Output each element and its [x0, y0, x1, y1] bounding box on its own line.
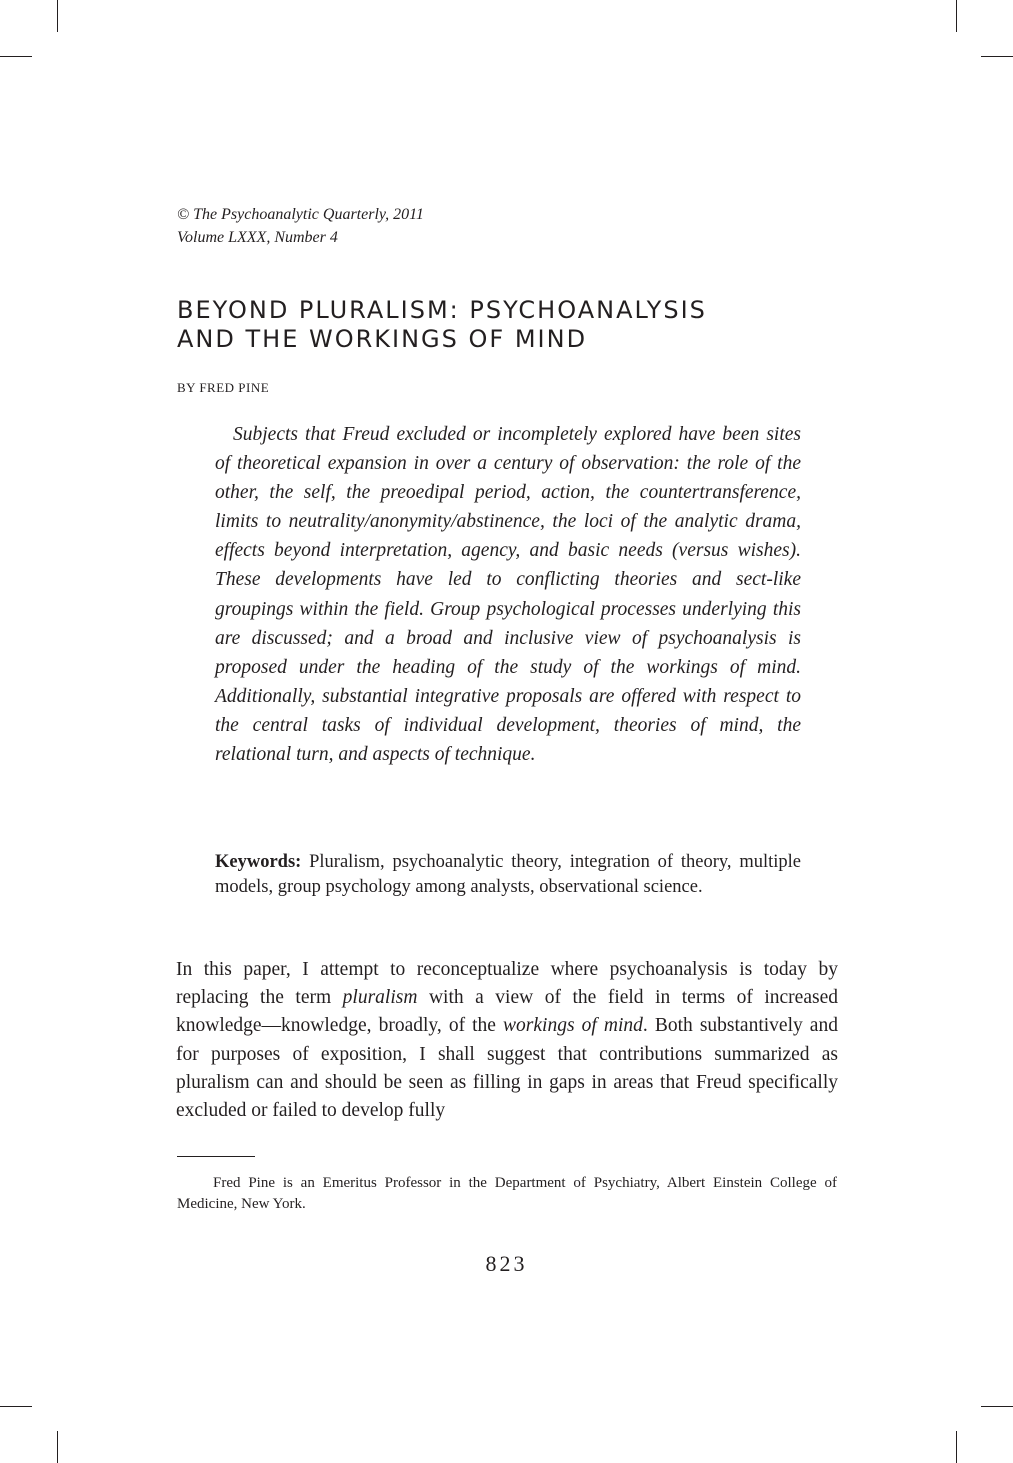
journal-volume: Volume LXXX, Number 4	[177, 229, 338, 246]
body-emphasis-workings-of-mind: workings of mind	[503, 1015, 643, 1037]
article-title-line-1: BEYOND PLURALISM: PSYCHOANALYSIS	[177, 296, 707, 324]
article-title	[177, 296, 857, 354]
keywords-text: Pluralism, psychoanalytic theory, integration of theory, multiple models, group psychology among analysts, observational science.	[215, 852, 801, 897]
body-paragraph	[176, 956, 838, 1125]
crop-mark-bottom-right-horizontal	[981, 1406, 1013, 1407]
body-text-part-3: . Both substantively and for purposes of exposition, I shall suggest that contributions summarized as pluralism can and should be seen as filling in gaps in areas that Freud specifically excluded or failed to develop fully	[176, 1015, 838, 1122]
crop-mark-top-left-vertical	[57, 0, 58, 32]
journal-info	[177, 203, 424, 249]
body-emphasis-pluralism: pluralism	[342, 987, 418, 1009]
crop-mark-top-right-vertical	[956, 0, 957, 32]
body-text-part-1: In this paper, I attempt to reconceptualize where psychoanalysis is today by replacing the term	[176, 959, 838, 1009]
article-title-line-2: AND THE WORKINGS OF MIND	[177, 325, 588, 353]
crop-mark-top-left-horizontal	[0, 56, 32, 57]
author-footnote: Fred Pine is an Emeritus Professor in the Department of Psychiatry, Albert Einstein College of Medicine, New York.	[177, 1175, 837, 1212]
author-byline: BY FRED PINE	[177, 380, 270, 395]
crop-mark-bottom-left-horizontal	[0, 1406, 32, 1407]
abstract: Subjects that Freud excluded or incompletely explored have been sites of theoretical expansion in over a century of observation: the role of the other, the self, the preoedipal period, action, the countertransference, limits to neutrality/anonymity/abstinence, the loci of the analytic drama, effects beyond interpretation, agency, and basic needs (versus wishes). These developments have led to conflicting theories and sect-like groupings within the field. Group psychological processes underlying this are discussed; and a broad and inclusive view of psychoanalysis is proposed under the heading of the study of the workings of mind. Additionally, substantial integrative proposals are offered with respect to the central tasks of individual development, theories of mind, the relational turn, and aspects of technique.	[215, 424, 801, 766]
crop-mark-bottom-left-vertical	[57, 1431, 58, 1463]
footnote-rule	[177, 1156, 255, 1157]
keywords-label: Keywords:	[215, 852, 302, 872]
keywords	[215, 850, 801, 900]
body-text-part-2: with a view of the field in terms of increased knowledge—knowledge, broadly, of the	[176, 987, 838, 1037]
crop-mark-top-right-horizontal	[981, 56, 1013, 57]
page-number: 823	[485, 1251, 528, 1276]
crop-mark-bottom-right-vertical	[956, 1431, 957, 1463]
journal-copyright: © The Psychoanalytic Quarterly, 2011	[177, 206, 424, 223]
